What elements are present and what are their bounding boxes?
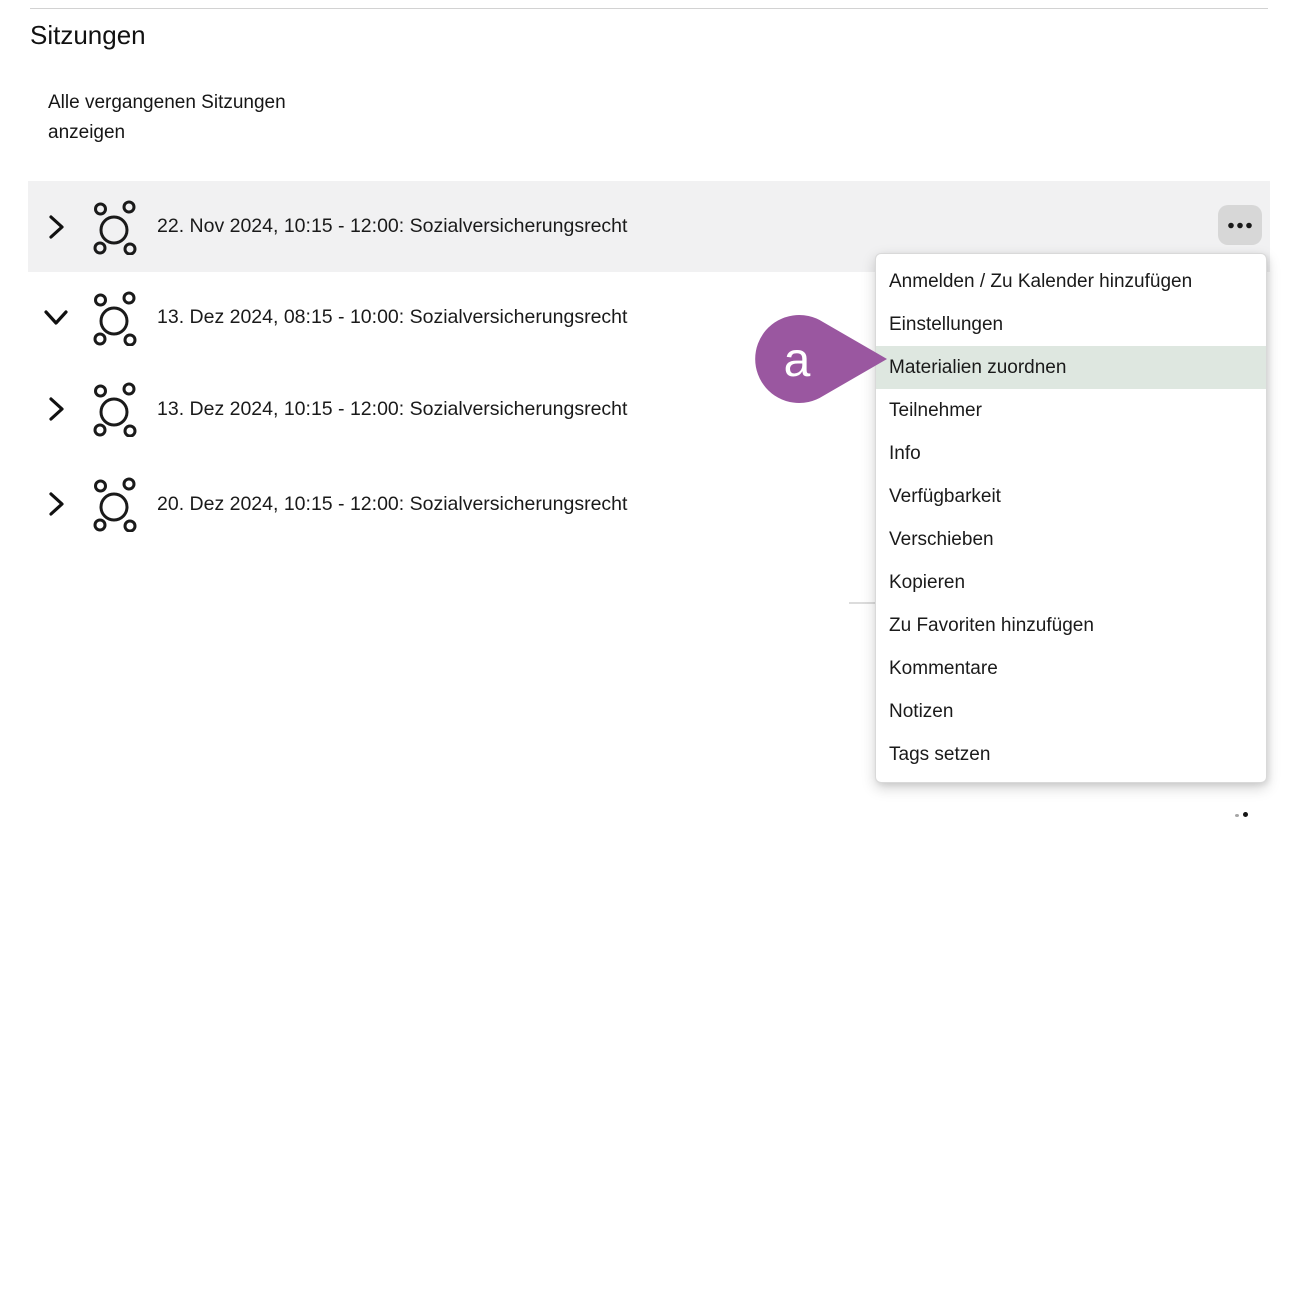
stray-dot xyxy=(1243,812,1248,817)
menu-item-kommentare[interactable]: Kommentare xyxy=(889,657,998,679)
session-actions-menu xyxy=(875,253,1267,783)
annotation-marker-a xyxy=(748,314,890,408)
show-past-sessions-link[interactable]: Alle vergangenen Sitzungen anzeigen xyxy=(48,92,286,143)
chevron-right-icon[interactable] xyxy=(42,213,70,241)
menu-item-kopieren[interactable]: Kopieren xyxy=(889,571,966,593)
session-title[interactable]: 13. Dez 2024, 10:15 - 12:00: Sozialversicherungsrecht xyxy=(157,397,628,420)
chevron-right-icon[interactable] xyxy=(42,395,70,423)
menu-item-materialien-zuordnen[interactable]: Materialien zuordnen xyxy=(876,346,1266,389)
page-title: Sitzungen xyxy=(30,20,146,50)
annotation-letter: a xyxy=(783,334,811,387)
menu-item-zu-favoriten[interactable]: Zu Favoriten hinzufügen xyxy=(889,614,1094,636)
stray-dot-faint xyxy=(1235,814,1239,817)
chevron-down-icon[interactable] xyxy=(42,304,70,332)
background-divider-fragment xyxy=(849,602,877,604)
menu-item-teilnehmer[interactable]: Teilnehmer xyxy=(889,399,982,421)
session-icon xyxy=(90,199,138,255)
menu-item-info[interactable]: Info xyxy=(889,442,921,464)
session-title[interactable]: 13. Dez 2024, 08:15 - 10:00: Sozialversicherungsrecht xyxy=(157,306,628,328)
session-icon xyxy=(90,381,138,437)
menu-item-einstellungen[interactable]: Einstellungen xyxy=(889,313,1004,335)
menu-item-verfuegbarkeit[interactable]: Verfügbarkeit xyxy=(889,485,1001,507)
menu-item-tags-setzen[interactable]: Tags setzen xyxy=(889,743,991,765)
session-title[interactable]: 22. Nov 2024, 10:15 - 12:00: Sozialversicherungsrecht xyxy=(157,215,628,237)
menu-item-anmelden-kalender[interactable]: Anmelden / Zu Kalender hinzufügen xyxy=(889,270,1193,292)
session-title[interactable]: 20. Dez 2024, 10:15 - 12:00: Sozialversicherungsrecht xyxy=(157,492,628,515)
ellipsis-icon xyxy=(1227,222,1253,229)
session-icon xyxy=(90,476,138,532)
menu-item-verschieben[interactable]: Verschieben xyxy=(889,528,994,550)
chevron-right-icon[interactable] xyxy=(42,490,70,518)
top-divider xyxy=(30,8,1268,9)
session-icon xyxy=(90,290,138,346)
menu-item-notizen[interactable]: Notizen xyxy=(889,700,954,722)
actions-button[interactable] xyxy=(1218,205,1262,245)
